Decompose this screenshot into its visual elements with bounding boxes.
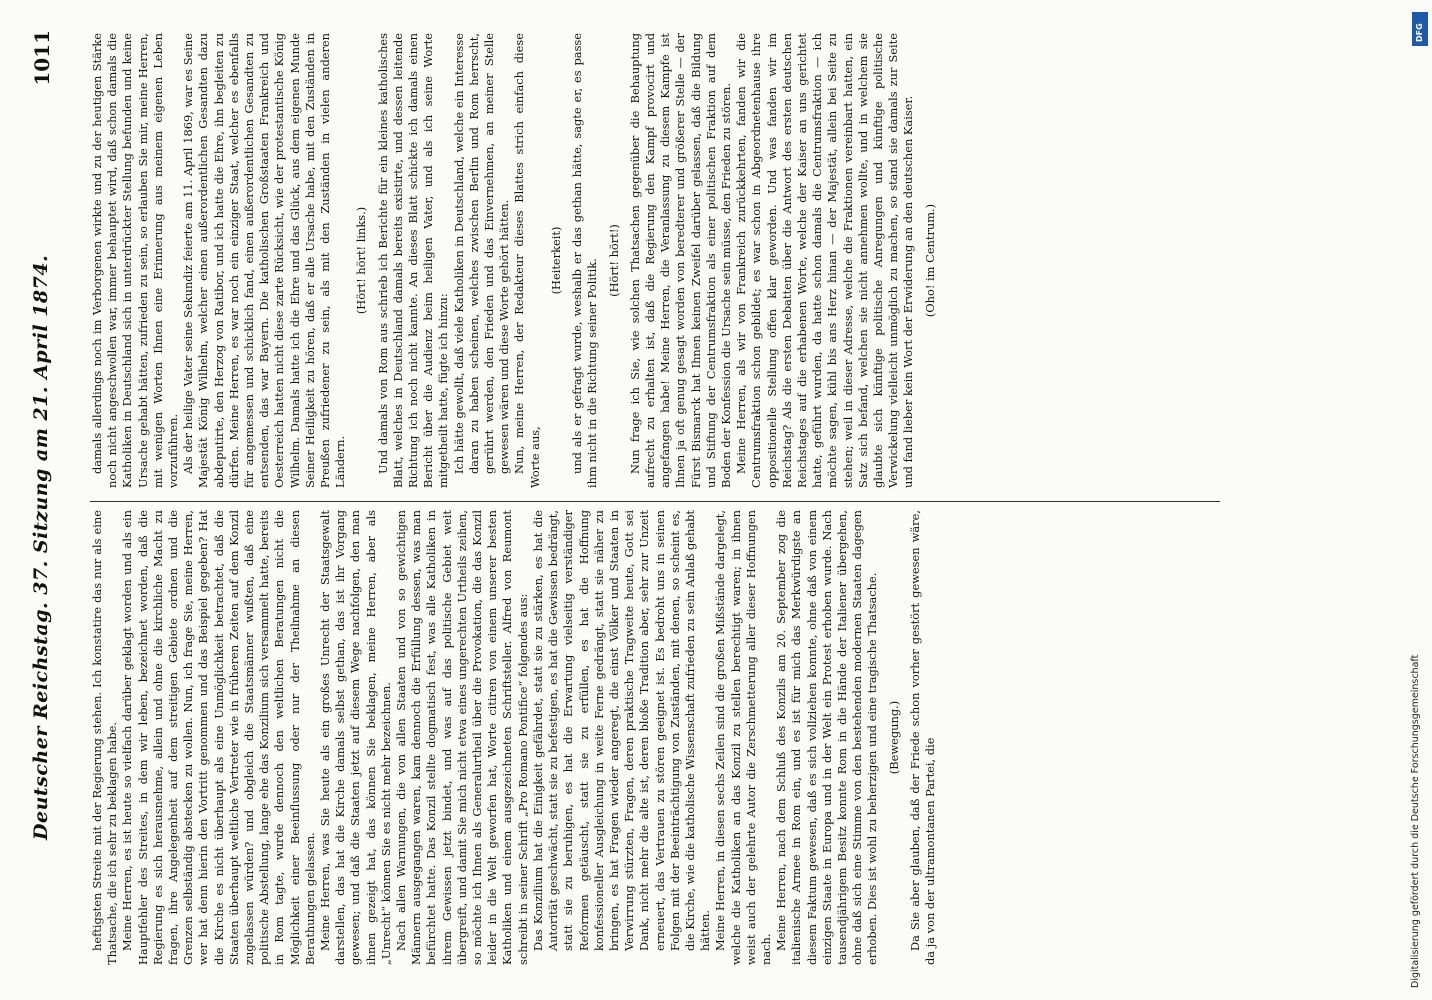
dfg-logo-text: DFG [1415, 23, 1424, 42]
interjection: (Heiterkeit) [548, 226, 563, 295]
running-title: Deutscher Reichstag. 37. Sitzung am 21. April 1874. [30, 254, 52, 840]
quoted-block: Das Konzilium hat die Einigkeit gefährdet, statt sie zu stärken, es hat die Autorität geschwächt, statt sie zu befestigen, es hat die Gewissen bedrängt, statt sie zu beruhigen, es hat die Erwartung vielseitig verständiger Reformen getäuscht, statt sie zu erfüllen, es hat die Hoffnung konfessioneller Ausgleichung in weite Ferne gedrängt, statt sie näher zu bringen, es hat Fragen wieder angeregt, die einst Völker und Staaten in Verwirrung stürzten, Fragen, deren praktische Tragweite heute, Gott sei Dank, nicht mehr die alte ist, deren bloße Tradition aber, sehr zur Unzeit erneuert, das Vertrauen zu stören geeignet ist. Es bedroht uns in seinen Folgen mit der Beeinträchtigung von Zuständen, mit denen, so scheint es, die Kirche, wie die katholische Wissenschaft zufrieden zu sein Anlaß gehabt hätten. [530, 510, 713, 951]
interjection: (Hört! hört!) [606, 224, 621, 297]
paragraph: Nach allen Warnungen, die von allen Staaten und von so gewichtigen Männern ausgegangen waren, kam dennoch die Erfüllung dessen, was man befürchtet hatte. Das Konzil stellte dogmatisch fest, was alle Katholiken in ihrem Gewissen jetzt bindet, und was auf das politische Gebiet weit übergreift, und damit Sie mich nicht etwa eines ungerechten Urtheils zeihen, so möchte ich Ihnen als Generalurtheil über die Provokation, die das Konzil leider in die Welt geworfen hat, Worte citiren von einem unserer besten Katholiken und einem ausgezeichneten Schriftsteller. Alfred von Reumont schreibt in seiner Schrift „Pro Romano Pontifice“ folgendes aus: [394, 510, 530, 965]
paragraph: Und damals von Rom aus schrieb ich Berichte für ein kleines katholisches Blatt, welches in Deutschland damals bereits existirte, und dessen leitende Richtung ich noch nicht kannte. An dieses Blatt schickte ich damals einen Bericht über die Audienz beim heiligen Vater, und als ich seine Worte mitgetheilt hatte, fügte ich hinzu: [375, 33, 451, 488]
left-column [90, 510, 938, 965]
paragraph: Meine Herren, es ist heute so vielfach darüber geklagt worden und als ein Hauptfehler des Streites, in dem wir leben, bezeichnet worden, daß die Regierung es sich herausnehme, allein und ohne die kirchliche Macht zu fragen, ihre Angelegenheit auf dem streitigen Gebiete ordnen und die Grenzen selbständig abstecken zu wollen. Nun, ich frage Sie, meine Herren, wer hat denn hierin den Vortritt genommen und das Beispiel gegeben? Hat die Kirche es nicht überhaupt als eine Unmöglichkeit betrachtet, daß die Staaten überhaupt weltliche Vertreter wie in früheren Zeiten auf dem Konzil zugelassen würden? und obgleich die Staatsmänner wußten, daß eine politische Abstellung, lange ehe das Konzilium sich versammelt hatte, bereits in Rom tagte, wurde dennoch den weltlichen Beratungen nicht die Möglichkeit einer Beeinflussung oder nur der Theilnahme an diesen Berathungen gelassen. [120, 510, 317, 965]
paragraph: heftigsten Streite mit der Regierung stehen. Ich konstatire das nur als eine Thatsache, die ich sehr zu beklagen habe. [90, 510, 120, 965]
credit-text: Digitalisierung gefördert durch die Deutsche Forschungsgemeinschaft [1410, 654, 1421, 988]
paragraph: Meine Herren, in diesen sechs Zeilen sind die großen Mißstände dargelegt, welche die Katholiken an das Konzil zu stellen berechtigt waren; in ihnen weist auch der gelehrte Autor die Zerschmetterung aller dieser Hoffnungen nach. [713, 510, 773, 965]
rotated-document [20, 20, 1410, 980]
paragraph: damals allerdings noch im Verborgenen wirkte und zu der heutigen Stärke noch nicht angeschwollen war, immer behauptet wird, daß schon damals die Katholiken in Deutschland sich in unterdrückter Stellung befunden und keine Ursache gehabt hätten, zufrieden zu sein, so erlauben Sie mir, meine Herren, mit wenigen Worten Ihnen eine Erinnerung aus meinem eigenen Leben vorzuführen. [90, 33, 181, 488]
interjection: (Bewegung.) [886, 700, 901, 775]
page-number: 1011 [30, 30, 54, 86]
digitization-credit [1408, 20, 1426, 990]
interjection: (Hört! hört! links.) [354, 206, 369, 315]
paragraph: Nun frage ich Sie, wie solchen Thatsachen gegenüber die Behauptung aufrecht zu erhalten ist, daß die Regierung den Kampf provocirt und angefangen habe! Meine Herren, die Veranlassung zu diesem Kampfe ist Ihnen ja oft genug gesagt worden von beredterer und größerer Stelle — der Fürst Bismarck hat Ihnen keinen Zweifel darüber gelassen, daß die Bildung und Stiftung der Centrumsfraktion als einer politischen Fraktion auf dem Boden der Konfession die Ursache sein müsse, den Frieden zu stören. [627, 33, 733, 488]
paragraph: Meine Herren, als wir von Frankreich zurückkehrten, fanden wir die Centrumsfraktion schon gebildet; es war schon in Abgeordnetenhause ihre oppositionelle Stellung offen klar geworden. Und was fanden wir im Reichstag? Als die ersten Debatten über die Antwort des ersten deutschen Reichstages auf die erhabenen Worte, welche der Kaiser an uns gerichtet hatte, geführt wurden, da hatte schon damals die Centrumsfraktion — ich möchte sagen, kühl bis ans Herz hinan — der Majestät, allein bei Seite zu stehen; weil in dieser Adresse, welche die Fraktionen vereinbart hatten, ein Satz sich befand, welchen sie nicht annehmen wollte, und in welchem sie glaubte sich künftige politische Anregungen und künftige politische Verwickelung vielleicht unmöglich zu machen, so stand sie damals zur Seite und fand lieber kein Wort der Erwiderung an den deutschen Kaiser. [734, 33, 916, 488]
interjection: (Oho! im Centrum.) [922, 203, 937, 318]
paragraph: Da Sie aber glauben, daß der Friede schon vorher gestört gewesen wäre, da ja von der ultramontanen Partei, die [907, 510, 937, 965]
column-divider [90, 501, 1220, 502]
paragraph: Meine Herren, was Sie heute als ein großes Unrecht der Staatsgewalt darstellen, das hat die Kirche damals selbst gethan, das ist ihr Vorgang gewesen; und daß die Staaten jetzt auf diesem Wege nachfolgen, den man ihnen gezeigt hat, das können Sie beklagen, meine Herren, aber als „Unrecht“ können Sie es nicht mehr bezeichnen. [318, 510, 393, 965]
dfg-logo [1412, 12, 1428, 46]
page-header [20, 20, 70, 980]
paragraph: Als der heilige Vater seine Sekundiz feierte am 11. April 1869, war es Seine Majestät König Wilhelm, welcher einen außerordentlichen Gesandten dazu abdeputirte, den Herzog von Ratibor, und ich hatte die Ehre, ihn begleiten zu dürfen. Meine Herren, es war noch ein einziger Staat, welcher es ebenfalls für angemessen und schicklich fand, einen außerordentlichen Gesandten zu entsenden, das war Bayern. Die katholischen Großstaaten Frankreich und Oesterreich hatten nicht diese zarte Rücksicht, wie der protestantische König Wilhelm. Damals hatte ich die Ehre und das Glück, aus dem eigenen Munde Seiner Heiligkeit zu hören, daß er alle Ursache habe, mit den Zuständen in Preußen zufriedener zu sein, als mit den Zuständen in vielen anderen Ländern. [181, 33, 348, 488]
quoted-block: Ich hätte gewollt, daß viele Katholiken in Deutschland, welche ein Interesse daran zu haben scheinen, welches zwischen Berlin und Rom herrscht, gerührt werden, den Frieden und das Einvernehmen, an meiner Stelle gewesen wären und diese Worte gehört hätten. [451, 33, 512, 474]
paragraph: und als er gefragt wurde, weshalb er das gethan hätte, sagte er, es passe ihm nicht in die Richtung seiner Politik. [570, 33, 600, 488]
paragraph: Nun, meine Herren, der Redakteur dieses Blattes strich einfach diese Worte aus, [512, 33, 542, 488]
right-column [90, 33, 944, 488]
paragraph: Meine Herren, nach dem Schluß des Konzils am 20. September zog die italienische Armee in Rom ein, und es ist für mich das Merkwürdigste an diesem Faktum gewesen, daß es sich vollziehen konnte, ohne daß von einem einzigen Staate in Europa und in der Welt ein Protest erhoben wurde. Nach tausendjährigem Besitz konnte Rom in die Hände der Italiener übergehen, ohne daß sich eine Stimme von den bestehenden modernen Staaten dagegen erhoben. Dies ist wohl zu beherzigen und eine tragische Thatsache. [774, 510, 880, 965]
